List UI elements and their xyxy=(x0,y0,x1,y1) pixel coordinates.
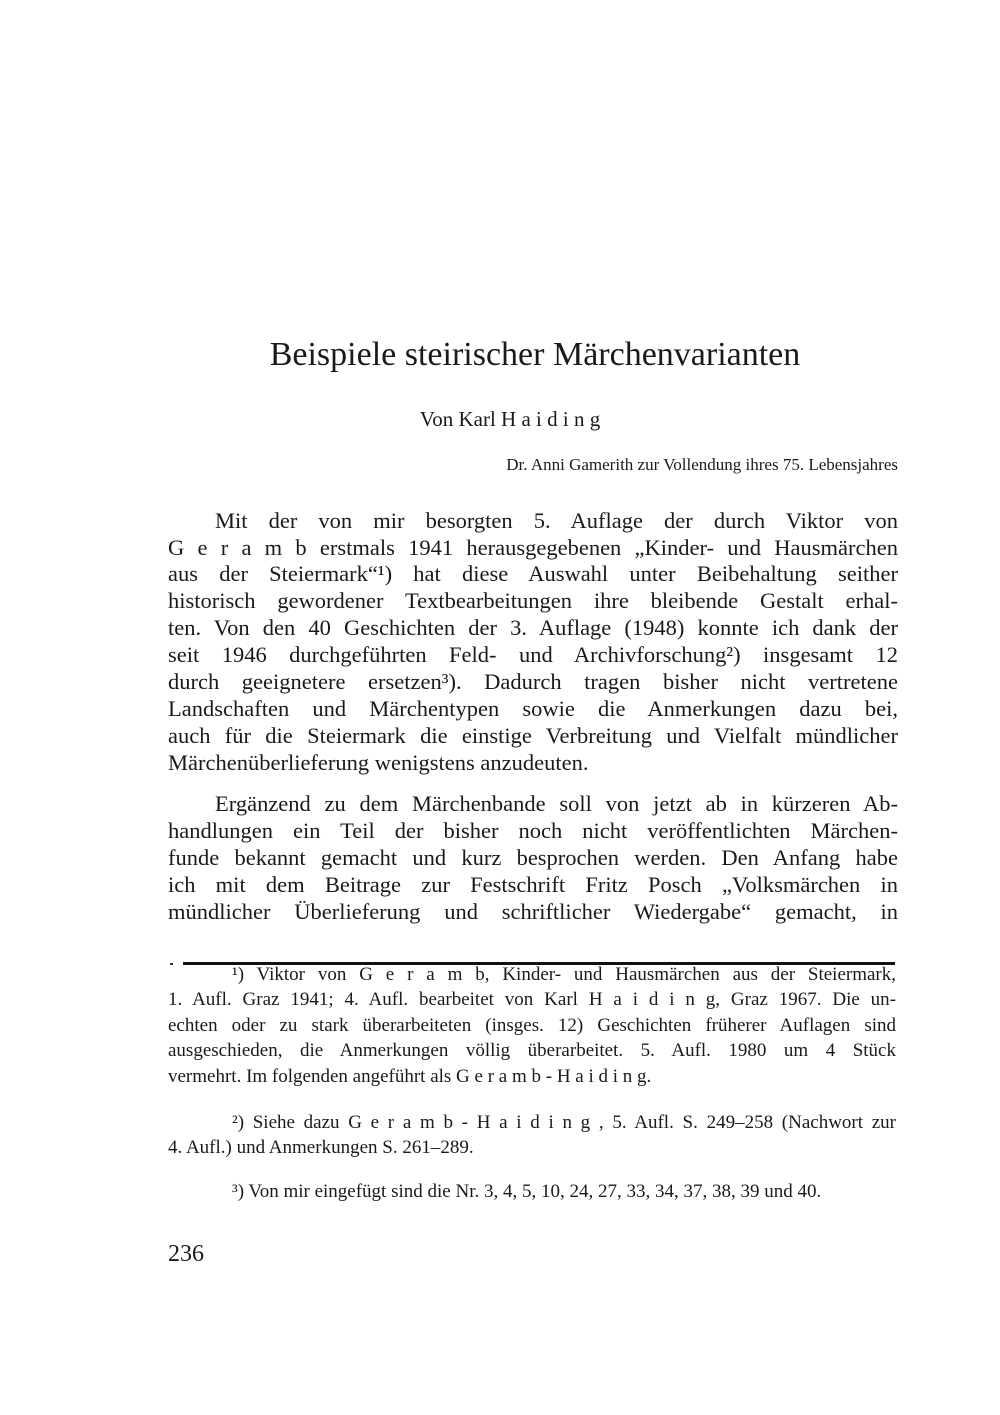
footnote-line: ³) Von mir eingefügt sind die Nr. 3, 4, 5, 10, 24, 27, 33, 34, 37, 38, 39 und 40. xyxy=(232,1181,822,1202)
text-line: Mit der von mir besorgten 5. Auflage der durch Viktor von xyxy=(215,508,898,533)
text-line: Märchenüberlieferung wenigstens anzudeuten. xyxy=(168,750,589,775)
page-number: 236 xyxy=(168,1241,204,1267)
footnote-line: vermehrt. Im folgenden angeführt als G e r a m b - H a i d i n g. xyxy=(168,1066,652,1087)
text-line: historisch gewordener Textbearbeitungen ihre bleibende Gestalt erhal- xyxy=(168,588,898,613)
footnote-line: ausgeschieden, die Anmerkungen völlig überarbeitet. 5. Aufl. 1980 um 4 Stück xyxy=(168,1040,896,1061)
text-line: Ergänzend zu dem Märchenbande soll von jetzt ab in kürzeren Ab- xyxy=(215,791,898,816)
text-line: aus der Steiermark“¹) hat diese Auswahl unter Beibehaltung seither xyxy=(168,561,898,586)
author-byline: Von Karl H a i d i n g xyxy=(419,407,601,431)
text-line: G e r a m b erstmals 1941 herausgegebenen „Kinder- und Hausmärchen xyxy=(168,535,898,560)
footnote-line: echten oder zu stark überarbeiteten (insges. 12) Geschichten früherer Auflagen sind xyxy=(168,1015,896,1036)
text-line: seit 1946 durchgeführten Feld- und Archivforschung²) insgesamt 12 xyxy=(168,642,898,667)
text-line: ich mit dem Beitrage zur Festschrift Fritz Posch „Volksmärchen in xyxy=(168,872,898,897)
article-title: Beispiele steirischer Märchenvarianten xyxy=(269,336,801,373)
text-line: ten. Von den 40 Geschichten der 3. Auflage (1948) konnte ich dank der xyxy=(168,615,898,640)
footnote-line: ²) Siehe dazu G e r a m b - H a i d i n g , 5. Aufl. S. 249–258 (Nachwort zur xyxy=(232,1112,896,1133)
rule-mark xyxy=(170,963,173,965)
footnote-line: ¹) Viktor von G e r a m b, Kinder- und Hausmärchen aus der Steiermark, xyxy=(232,964,896,985)
text-line: handlungen ein Teil der bisher noch nicht veröffentlichten Märchen- xyxy=(168,818,898,843)
text-line: durch geeignetere ersetzen³). Dadurch tragen bisher nicht vertretene xyxy=(168,669,898,694)
dedication: Dr. Anni Gamerith zur Vollendung ihres 75. Lebensjahres xyxy=(506,455,898,474)
text-line: funde bekannt gemacht und kurz besprochen werden. Den Anfang habe xyxy=(168,845,898,870)
footnote-line: 1. Aufl. Graz 1941; 4. Aufl. bearbeitet von Karl H a i d i n g, Graz 1967. Die un- xyxy=(168,989,896,1010)
text-line: auch für die Steiermark die einstige Verbreitung und Vielfalt mündlicher xyxy=(168,723,898,748)
text-line: Landschaften und Märchentypen sowie die Anmerkungen dazu bei, xyxy=(168,696,898,721)
text-line: mündlicher Überlieferung und schriftlicher Wiedergabe“ gemacht, in xyxy=(168,899,898,924)
footnote-line: 4. Aufl.) und Anmerkungen S. 261–289. xyxy=(168,1137,474,1158)
